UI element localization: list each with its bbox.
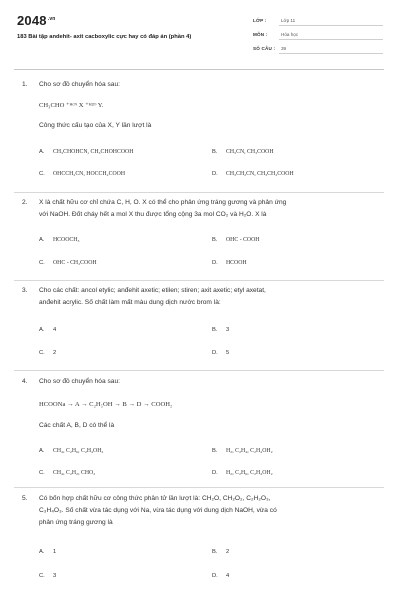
question-text: C₃H₄O₃. Số chất vừa tác dụng với Na, vừa tác dụng với dung dịch NaOH, vừa có xyxy=(39,507,277,514)
option-d[interactable] xyxy=(212,572,229,581)
option-letter: D. xyxy=(212,260,218,266)
question-1 xyxy=(22,80,372,190)
question-separator xyxy=(14,280,384,281)
option-text: OHC - CH₂COOH xyxy=(53,260,97,266)
option-c[interactable] xyxy=(39,572,56,581)
option-b[interactable] xyxy=(212,236,260,245)
option-text: HCOOCH₃ xyxy=(53,237,80,243)
meta-label: MÔN : xyxy=(253,32,268,37)
option-letter: D. xyxy=(212,171,218,177)
question-number: 4. xyxy=(22,378,28,385)
question-separator xyxy=(14,487,384,488)
option-letter: A. xyxy=(39,237,45,243)
option-d[interactable] xyxy=(212,469,273,478)
option-letter: A. xyxy=(39,448,45,454)
option-text: 4 xyxy=(53,327,57,333)
option-text: 4 xyxy=(226,573,230,579)
meta-value: Hóa học xyxy=(281,32,299,37)
question-text: Có bốn hợp chất hữu cơ công thức phân tử lần lượt là: CH₂O, CH₂O₂, C₂H₂O₃, xyxy=(39,495,271,502)
option-text: CH₃CH₂CN, CH₃CH₂COOH xyxy=(226,171,294,177)
option-letter: A. xyxy=(39,149,45,155)
meta-underline xyxy=(279,39,383,40)
question-text: Cho sơ đồ chuyển hóa sau: xyxy=(39,378,120,385)
option-text: CH₃CN, CH₃COOH xyxy=(226,149,274,155)
option-letter: C. xyxy=(39,573,45,579)
option-c[interactable] xyxy=(39,349,56,358)
option-a[interactable] xyxy=(39,236,80,245)
option-b[interactable] xyxy=(212,326,229,335)
question-3 xyxy=(22,286,372,366)
option-text: 2 xyxy=(226,549,230,555)
option-c[interactable] xyxy=(39,259,97,268)
option-text: 3 xyxy=(53,573,57,579)
option-letter: A. xyxy=(39,549,45,555)
option-letter: B. xyxy=(212,237,218,243)
option-text: CH₄, C₂H₂, CHO₂ xyxy=(53,470,96,476)
option-text: 5 xyxy=(226,350,230,356)
question-number: 3. xyxy=(22,287,28,294)
option-letter: A. xyxy=(39,327,45,333)
question-text: X là chất hữu cơ chỉ chứa C, H, O. X có thể cho phản ứng tráng gương và phản ứng xyxy=(39,199,287,206)
option-letter: B. xyxy=(212,549,218,555)
option-text: OHC - COOH xyxy=(226,237,260,243)
option-d[interactable] xyxy=(212,170,294,179)
option-text: H₂, C₂H₆, C₂H₄OH₂ xyxy=(226,470,273,476)
meta-label: SỐ CÂU : xyxy=(253,46,276,51)
question-number: 5. xyxy=(22,495,28,502)
option-c[interactable] xyxy=(39,469,95,478)
option-a[interactable] xyxy=(39,148,133,157)
option-letter: C. xyxy=(39,470,45,476)
question-4 xyxy=(22,377,372,485)
question-2 xyxy=(22,198,372,276)
meta-box xyxy=(253,16,383,58)
question-text: Công thức cấu tạo của X, Y lần lượt là xyxy=(39,122,152,129)
logo-suffix: .vn xyxy=(47,16,56,22)
option-letter: B. xyxy=(212,327,218,333)
meta-row-subject xyxy=(253,30,383,44)
meta-row-class xyxy=(253,16,383,30)
meta-value: Lớp 11 xyxy=(281,18,296,23)
option-letter: C. xyxy=(39,171,45,177)
option-letter: D. xyxy=(212,470,218,476)
page-header xyxy=(0,0,400,64)
document-title: 183 Bài tập andehit- axit cacboxylic cực hay có đáp án (phần 4) xyxy=(17,34,192,40)
meta-underline xyxy=(279,53,383,54)
option-letter: C. xyxy=(39,260,45,266)
option-text: CH₄, C₂H₆, C₂H₄OH₂ xyxy=(53,448,104,454)
option-a[interactable] xyxy=(39,548,56,557)
option-letter: C. xyxy=(39,350,45,356)
site-logo[interactable] xyxy=(17,13,56,28)
question-text: Cho sơ đồ chuyển hóa sau: xyxy=(39,81,120,88)
question-text: anđehit acrylic. Số chất làm mất màu dung dịch nước brom là: xyxy=(39,299,221,306)
option-text: CH₃CHOHCN, CH₃CHOHCOOH xyxy=(53,149,134,155)
option-text: HCOOH xyxy=(226,260,247,266)
meta-row-count xyxy=(253,44,383,58)
option-text: 1 xyxy=(53,549,57,555)
logo-text: 2048 xyxy=(17,13,47,28)
question-number: 1. xyxy=(22,81,28,88)
option-b[interactable] xyxy=(212,548,229,557)
header-divider xyxy=(14,69,384,70)
option-b[interactable] xyxy=(212,447,273,456)
option-text: 3 xyxy=(226,327,230,333)
question-formula: HCOONa → A → C₂H₅OH → B → D → COOH₂ xyxy=(39,401,173,408)
option-letter: D. xyxy=(212,573,218,579)
option-b[interactable] xyxy=(212,148,274,157)
meta-underline xyxy=(279,25,383,26)
question-text: Các chất A, B, D có thể là xyxy=(39,422,115,429)
question-formula: CH₃CHO ⁺ᴴᶜᴺ X ⁺ᴴ²ᴼ Y. xyxy=(39,102,104,109)
option-letter: B. xyxy=(212,149,218,155)
question-text: phản ứng tráng gương là xyxy=(39,519,113,526)
option-text: H₂, C₂H₄, C₂H₄OH₂ xyxy=(226,448,273,454)
option-letter: D. xyxy=(212,350,218,356)
option-d[interactable] xyxy=(212,349,229,358)
meta-label: LỚP : xyxy=(253,18,267,23)
option-d[interactable] xyxy=(212,259,247,268)
option-letter: B. xyxy=(212,448,218,454)
question-number: 2. xyxy=(22,199,28,206)
option-c[interactable] xyxy=(39,170,125,179)
option-text: OHCCH₂CN, HOCCH₂COOH xyxy=(53,171,126,177)
meta-value: 39 xyxy=(281,46,287,51)
question-separator xyxy=(14,192,384,193)
question-text: Cho các chất: ancol etylic; anđehit axetic; etilen; stiren; axit axetic; etyl axetat, xyxy=(39,287,266,294)
option-a[interactable] xyxy=(39,447,103,456)
question-separator xyxy=(14,370,384,371)
question-text: với NaOH. Đốt cháy hết a mol X thu được tổng cộng 3a mol CO₂ và H₂O. X là xyxy=(39,211,267,218)
option-a[interactable] xyxy=(39,326,56,335)
question-5 xyxy=(22,494,372,590)
option-text: 2 xyxy=(53,350,57,356)
